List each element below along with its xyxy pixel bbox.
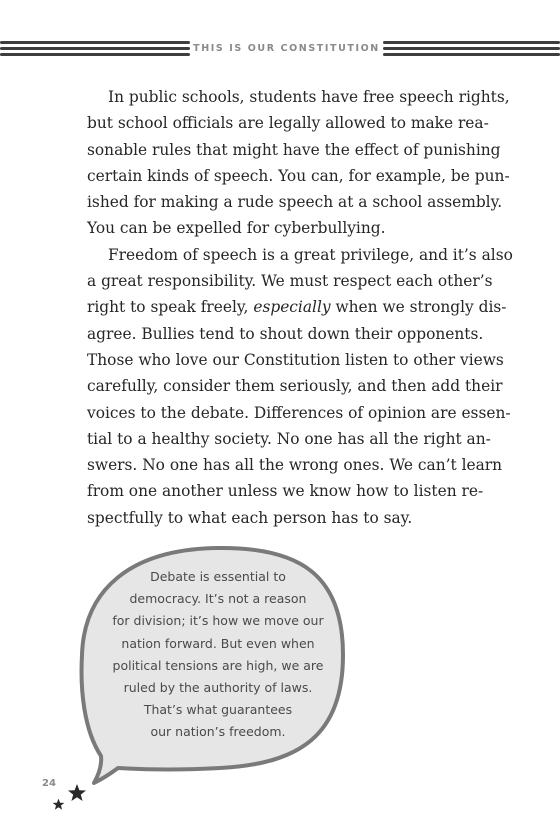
text-line: Freedom of speech is a great privilege, and it’s also — [108, 245, 513, 264]
text-line: Those who love our Constitution listen to other views — [87, 350, 504, 369]
callout-line: Debate is essential to — [150, 569, 286, 584]
emphasized-word: especially — [253, 298, 331, 317]
callout-text — [100, 566, 336, 744]
callout-line: ruled by the authority of laws. — [123, 680, 313, 696]
text-line: agree. Bullies tend to shout down their opponents. — [87, 324, 484, 343]
text-line: ished for making a rude speech at a school assembly. — [87, 193, 503, 212]
text-line: but school officials are legally allowed to make rea- — [87, 114, 489, 133]
text-line: from one another unless we know how to listen re- — [87, 482, 484, 501]
running-header-title: THIS IS OUR CONSTITUTION — [193, 43, 380, 54]
text-line: In public schools, students have free speech rights, — [108, 88, 510, 106]
callout-line: political tensions are high, we are — [112, 657, 324, 673]
callout-line: democracy. It’s not a reason — [129, 591, 307, 607]
star-icon — [67, 783, 87, 803]
text-fragment: when we strongly dis- — [330, 298, 507, 317]
callout-line: for division; it’s how we move our — [112, 613, 324, 629]
callout-line: That’s what guarantees — [143, 702, 293, 718]
text-line: You can be expelled for cyberbullying. — [87, 219, 386, 238]
star-icon — [52, 798, 65, 811]
callout-line: our nation’s freedom. — [150, 724, 286, 740]
text-line: swers. No one has all the wrong ones. We can’t learn — [87, 456, 503, 475]
text-line: voices to the debate. Differences of opinion are essen- — [87, 403, 511, 422]
page-number: 24 — [42, 778, 56, 789]
text-line: spectfully to what each person has to say. — [87, 508, 413, 527]
text-line: a great responsibility. We must respect each other’s — [87, 272, 493, 291]
text-line: carefully, consider them seriously, and then add their — [87, 377, 503, 396]
text-line: tial to a healthy society. No one has all the right an- — [87, 429, 491, 448]
text-line: sonable rules that might have the effect of punishing — [87, 140, 501, 159]
callout-line: nation forward. But even when — [121, 635, 315, 651]
text-fragment: right to speak freely, — [87, 298, 254, 317]
text-line: certain kinds of speech. You can, for example, be pun- — [87, 166, 510, 185]
